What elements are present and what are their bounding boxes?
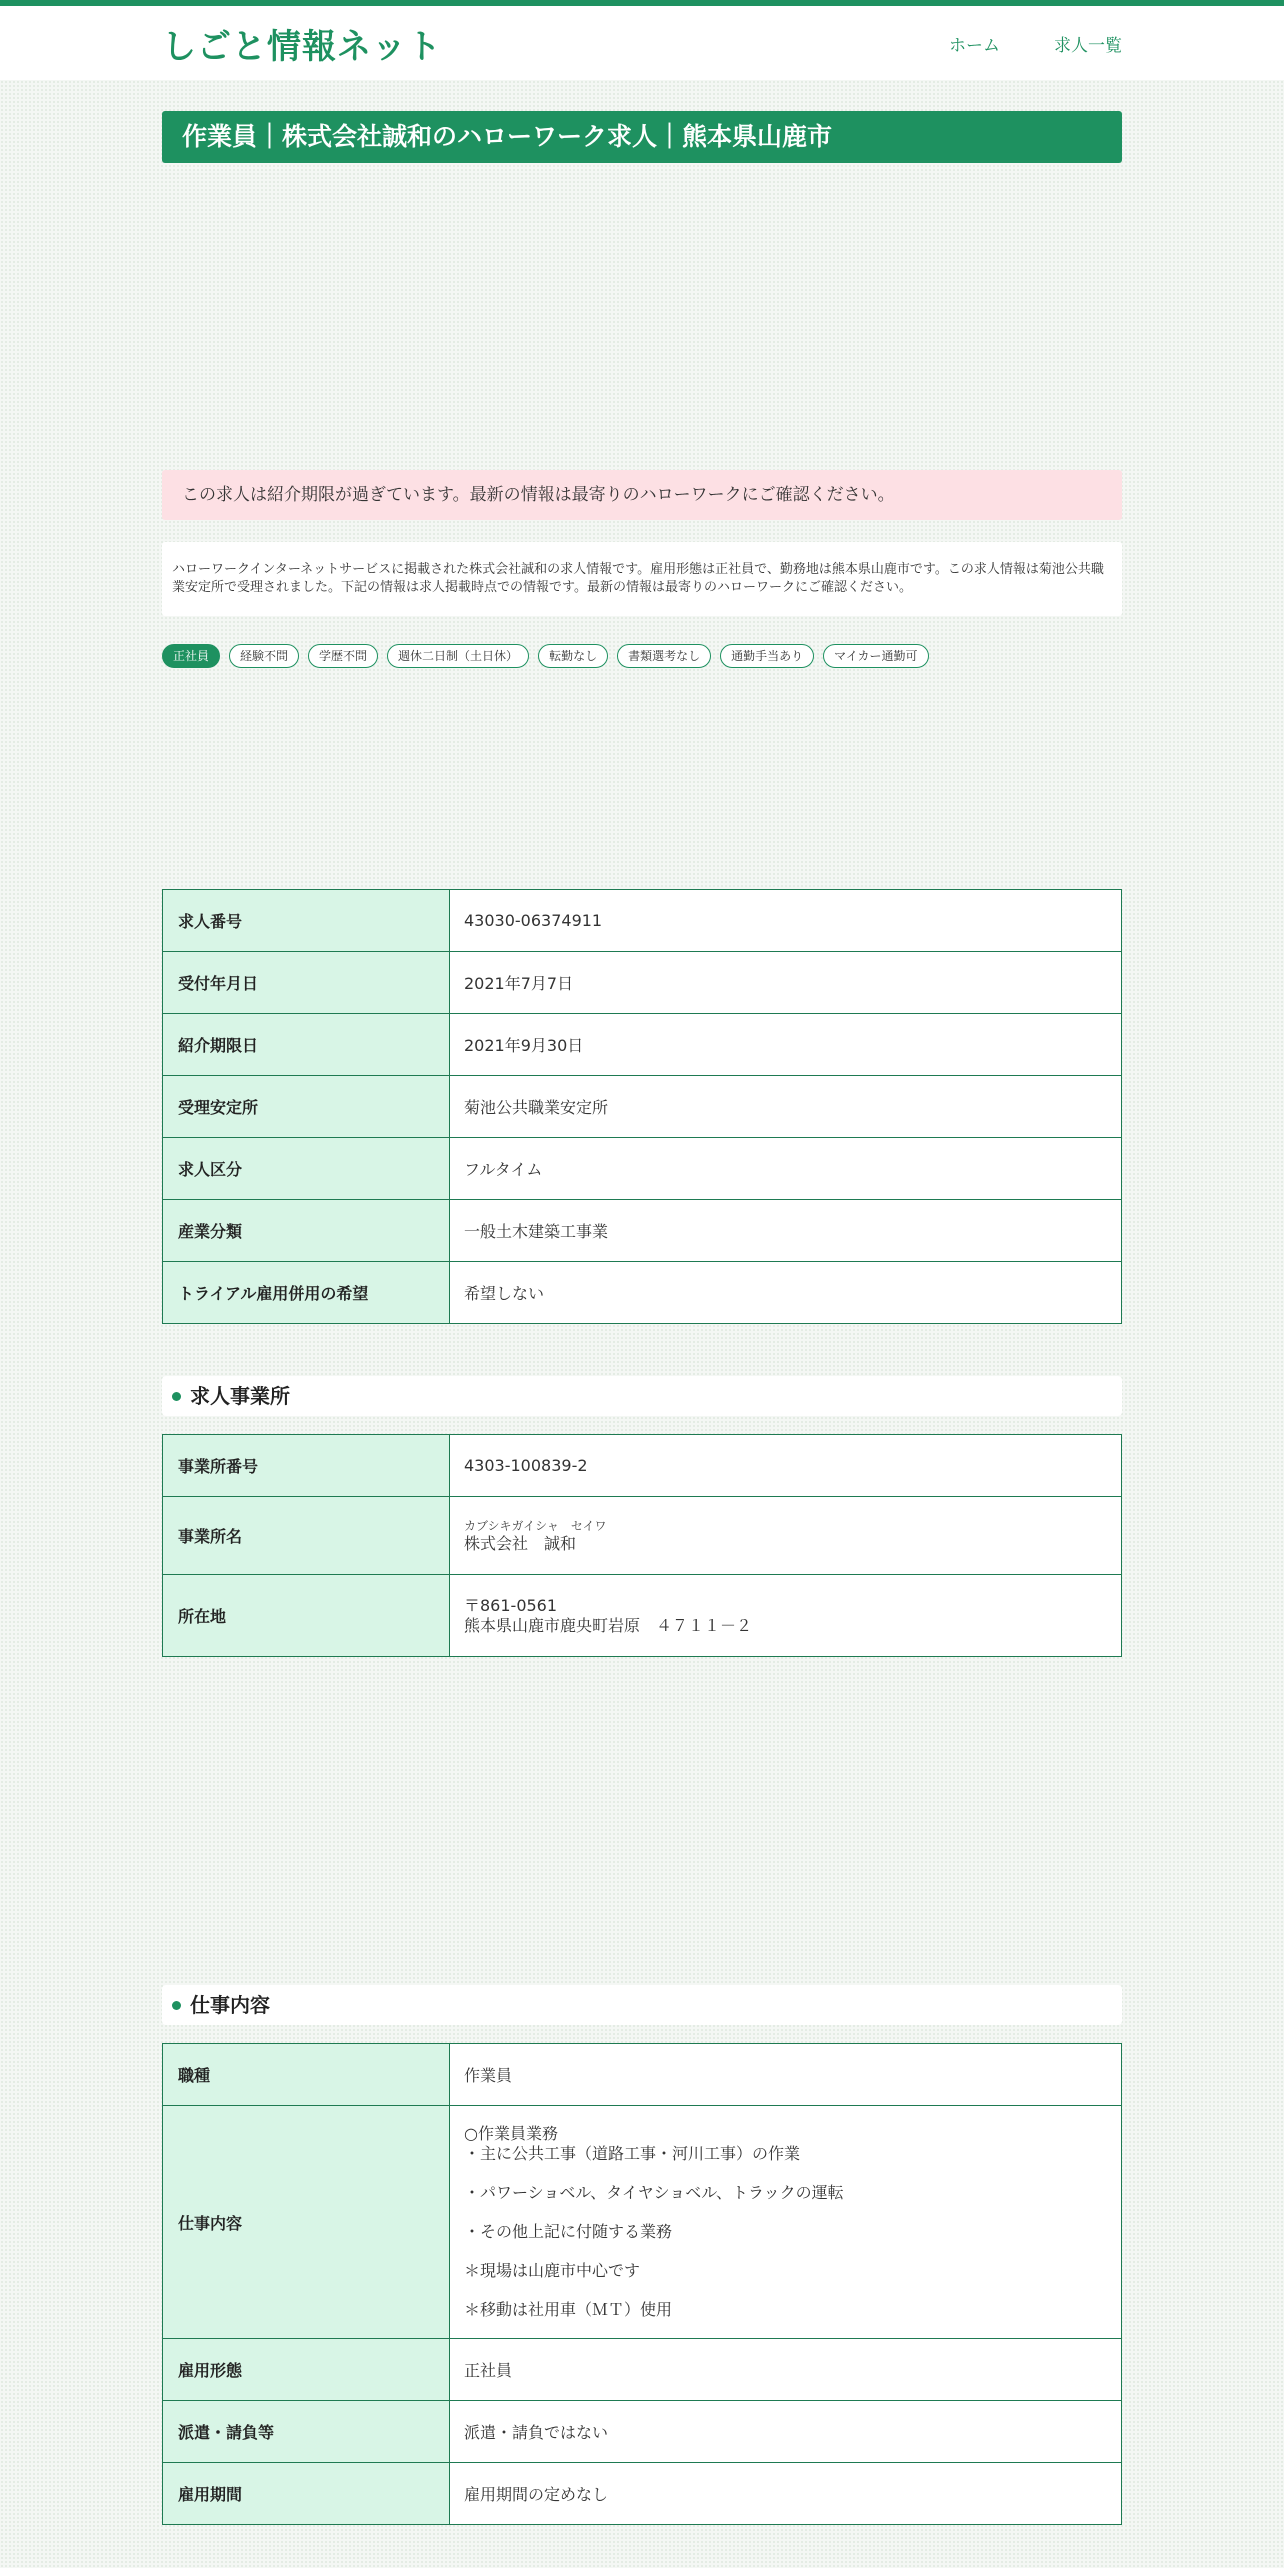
employment-period: 雇用期間の定めなし bbox=[450, 2463, 1122, 2525]
row-label: 紹介期限日 bbox=[163, 1014, 450, 1076]
row-value: 2021年7月7日 bbox=[450, 952, 1122, 1014]
table-row bbox=[163, 1262, 1122, 1324]
site-header bbox=[0, 6, 1284, 80]
dispatch-status: 派遣・請負ではない bbox=[450, 2401, 1122, 2463]
office-number: 4303-100839-2 bbox=[450, 1435, 1122, 1497]
row-value: 希望しない bbox=[450, 1262, 1122, 1324]
tag-item: 書類選考なし bbox=[617, 644, 711, 668]
table-row bbox=[163, 1138, 1122, 1200]
table-row bbox=[163, 1014, 1122, 1076]
row-value: 菊池公共職業安定所 bbox=[450, 1076, 1122, 1138]
table-row bbox=[163, 1497, 1122, 1575]
row-label: 事業所名 bbox=[163, 1497, 450, 1575]
office-name: 株式会社 誠和 bbox=[464, 1533, 577, 1553]
duty-line: ○作業員業務 bbox=[464, 2124, 558, 2143]
ad-space bbox=[162, 668, 1122, 889]
row-label: 求人区分 bbox=[163, 1138, 450, 1200]
ad-space bbox=[162, 1657, 1122, 1985]
section-title-text: 仕事内容 bbox=[190, 1993, 270, 2017]
table-row bbox=[163, 1076, 1122, 1138]
tag-item: 正社員 bbox=[162, 644, 220, 668]
table-row bbox=[163, 2044, 1122, 2106]
table-row bbox=[163, 890, 1122, 952]
tag-item: 転勤なし bbox=[538, 644, 608, 668]
table-row bbox=[163, 952, 1122, 1014]
section-title-job bbox=[162, 1985, 1122, 2025]
table-row bbox=[163, 1200, 1122, 1262]
tag-item: マイカー通勤可 bbox=[823, 644, 928, 668]
tag-item: 週休二日制（土日休） bbox=[387, 644, 529, 668]
basic-info-table bbox=[162, 889, 1122, 1324]
office-address: 熊本県山鹿市鹿央町岩原 ４７１１－２ bbox=[464, 1615, 753, 1635]
row-value: 一般土木建築工事業 bbox=[450, 1200, 1122, 1262]
row-label: 雇用形態 bbox=[163, 2339, 450, 2401]
row-label: トライアル雇用併用の希望 bbox=[163, 1262, 450, 1324]
duty-line: ＊移動は社用車（ＭＴ）使用 bbox=[464, 2300, 673, 2319]
table-row bbox=[163, 2106, 1122, 2339]
table-row bbox=[163, 1575, 1122, 1657]
row-label: 雇用期間 bbox=[163, 2463, 450, 2525]
duty-line: ＊現場は山鹿市中心です bbox=[464, 2261, 641, 2280]
duties-cell bbox=[450, 2106, 1122, 2339]
bullet-dot-icon bbox=[172, 1392, 181, 1401]
row-value: フルタイム bbox=[450, 1138, 1122, 1200]
table-row bbox=[163, 2339, 1122, 2401]
occupation: 作業員 bbox=[450, 2044, 1122, 2106]
row-label: 受付年月日 bbox=[163, 952, 450, 1014]
office-info-table bbox=[162, 1434, 1122, 1657]
row-label: 受理安定所 bbox=[163, 1076, 450, 1138]
ad-space bbox=[162, 163, 1122, 470]
tag-item: 通勤手当あり bbox=[720, 644, 814, 668]
tag-item: 経験不問 bbox=[229, 644, 299, 668]
main-content bbox=[162, 111, 1122, 2525]
postal-code: 〒861-0561 bbox=[464, 1595, 558, 1615]
row-label: 所在地 bbox=[163, 1575, 450, 1657]
duty-line: ・パワーショベル、タイヤショベル、トラックの運転 bbox=[464, 2183, 844, 2202]
row-value: 2021年9月30日 bbox=[450, 1014, 1122, 1076]
bullet-dot-icon bbox=[172, 2001, 181, 2010]
office-name-cell bbox=[450, 1497, 1122, 1575]
table-row bbox=[163, 1435, 1122, 1497]
main-nav bbox=[949, 31, 1122, 56]
row-label: 求人番号 bbox=[163, 890, 450, 952]
page-title: 作業員｜株式会社誠和のハローワーク求人｜熊本県山鹿市 bbox=[162, 111, 1122, 163]
feature-tags bbox=[162, 644, 1122, 668]
site-logo[interactable]: しごと情報ネット bbox=[162, 26, 442, 67]
job-info-table bbox=[162, 2043, 1122, 2525]
section-title-text: 求人事業所 bbox=[190, 1384, 290, 1408]
duties-list bbox=[464, 2106, 1107, 2338]
employment-type: 正社員 bbox=[450, 2339, 1122, 2401]
expired-alert: この求人は紹介期限が過ぎています。最新の情報は最寄りのハローワークにご確認ください。 bbox=[162, 470, 1122, 520]
nav-job-list-link[interactable]: 求人一覧 bbox=[1054, 35, 1122, 56]
row-label: 職種 bbox=[163, 2044, 450, 2106]
section-title-office bbox=[162, 1376, 1122, 1416]
office-name-kana: カブシキガイシャ セイワ bbox=[464, 1518, 607, 1533]
duty-line: ・主に公共工事（道路工事・河川工事）の作業 bbox=[464, 2144, 801, 2163]
office-address-cell bbox=[450, 1575, 1122, 1657]
job-description-summary: ハローワークインターネットサービスに掲載された株式会社誠和の求人情報です。雇用形態は正社員で、勤務地は熊本県山鹿市です。この求人情報は菊池公共職業安定所で受理されました。下記の情報は求人掲載時点での情報です。最新の情報は最寄りのハローワークにご確認ください。 bbox=[162, 542, 1122, 616]
table-row bbox=[163, 2463, 1122, 2525]
row-value: 43030-06374911 bbox=[450, 890, 1122, 952]
tag-item: 学歴不問 bbox=[308, 644, 378, 668]
row-label: 派遣・請負等 bbox=[163, 2401, 450, 2463]
table-row bbox=[163, 2401, 1122, 2463]
nav-home-link[interactable]: ホーム bbox=[949, 35, 1000, 56]
row-label: 仕事内容 bbox=[163, 2106, 450, 2339]
duty-line: ・その他上記に付随する業務 bbox=[464, 2222, 673, 2241]
row-label: 事業所番号 bbox=[163, 1435, 450, 1497]
row-label: 産業分類 bbox=[163, 1200, 450, 1262]
